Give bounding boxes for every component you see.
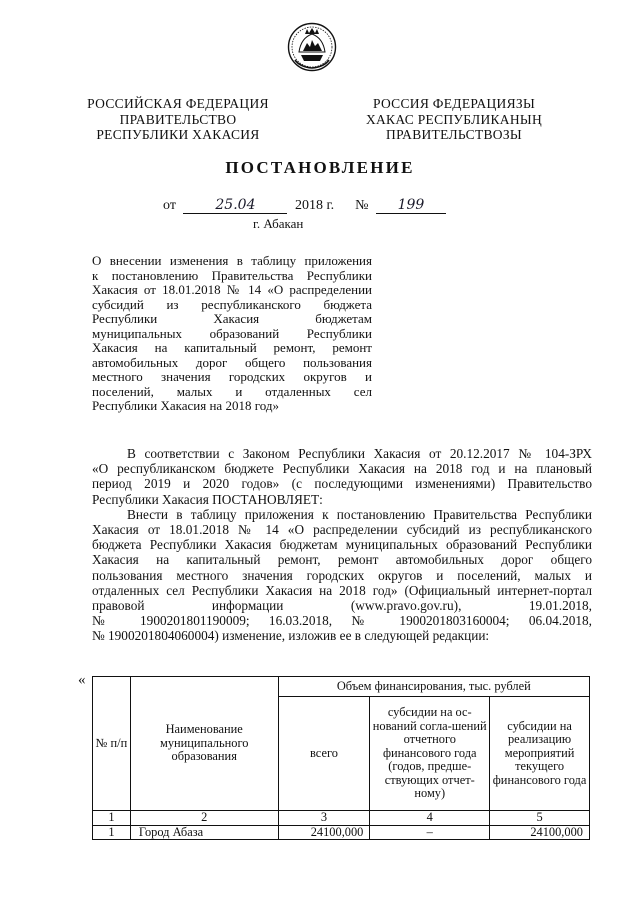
body-p1-line: В соответствии с Законом Республики Хакасия от 20.12.2017 № 104-ЗРХ [127,446,592,461]
index-row [93,811,590,826]
subject-line: муниципальных образований Республики [92,325,372,341]
body-p2-line: Хакасия от 18.01.2018 № 14 «О распределении субсидий из республиканского [92,522,592,538]
document-title: ПОСТАНОВЛЕНИЕ [225,158,415,177]
number-sign: № [355,198,369,213]
row-num: 1 [93,825,131,840]
subject-line: местного значения городских округов и [92,369,372,384]
body-p2-line: пользования местного значения городских округов и поселений, малых и [92,567,592,583]
body-p2-line: № 1900201801190009; 16.03.2018, № 1900201803160004; 06.04.2018, [92,613,592,629]
header-financing-group: Объем финансирования, тыс. рублей [278,677,589,697]
header-right-line-3: ПРАВИТЕЛЬСТВОЗЫ [386,127,522,142]
financing-table [92,676,590,840]
body-p2-line: правовой информации (www.pravo.gov.ru), 19.01.2018, [92,598,592,614]
city-name: г. Абакан [253,216,304,231]
header-right-block [356,96,552,143]
index-cell: 4 [370,811,490,826]
subject-line: Республики Хакасия бюджетам [92,311,372,326]
opening-quote-mark: « [78,672,86,688]
subject-line: Хакасия от 18.01.2018 № 14 «О распределении [92,282,372,297]
subject-line: Хакасия на капитальный ремонт, ремонт [92,340,372,355]
table-row [93,825,590,840]
subject-block [92,254,372,414]
body-p2-line: Хакасия на капитальный ремонт, ремонт автомобильных дорог общего [92,552,592,568]
index-cell: 2 [130,811,278,826]
body-p2-line: бюджета Республики Хакасия бюджетам муниципальных образований Республики [92,537,592,553]
row-subsidy-previous: – [370,825,490,840]
body-p1-line: период 2019 и 2020 годов» (с последующими изменениями) Правительство [92,476,592,492]
coat-of-arms-emblem [287,22,337,72]
header-right-line-2: ХАКАС РЕСПУБЛИКАНЫҢ [365,111,543,127]
body-p2-line: отдаленных сел Республики Хакасия на 2018 год» (Официальный интернет-портал [92,582,592,598]
header-num: № п/п [93,677,131,811]
header-subsidy-previous: субсидии на ос-нований согла-шений отчетного финансового года (годов, предше-ствующих отчет-ному) [370,697,490,811]
header-left-line-3: РЕСПУБЛИКИ ХАКАСИЯ [96,127,260,142]
handwritten-date: 25.04 [183,197,287,214]
body-text [92,446,592,644]
header-left-line-2: ПРАВИТЕЛЬСТВО [119,111,237,127]
subject-line: О внесении изменения в таблицу приложения [92,253,372,268]
row-subsidy-current: 24100,000 [490,825,590,840]
subject-line: к постановлению Правительства Республики [92,267,372,283]
subject-line: поселений, малых и отдаленных сел [92,383,372,399]
body-p1-line: «О республиканском бюджете Республики Хакасия на 2018 год и на плановый [92,461,592,477]
subject-line-last: Республики Хакасия на 2018 год» [92,398,279,413]
row-total: 24100,000 [278,825,370,840]
header-right-line-1: РОССИЯ ФЕДЕРАЦИЯЗЫ [372,96,536,111]
header-left-line-1: РОССИЙСКАЯ ФЕДЕРАЦИЯ [87,96,269,111]
body-p1-last: Республики Хакасия ПОСТАНОВЛЯЕТ: [92,491,323,507]
year-text: 2018 г. [294,198,335,213]
body-p2-line: Внести в таблицу приложения к постановлению Правительства Республики [127,506,592,522]
handwritten-number: 199 [376,197,446,214]
subject-line: автомобильных дорог общего пользования [92,354,372,370]
date-prefix: от [163,198,176,213]
row-municipality: Город Абаза [130,825,278,840]
index-cell: 1 [93,811,131,826]
body-p2-last: № 1900201804060004) изменение, изложив ее в следующей редакции: [92,628,490,644]
header-left-block [80,96,276,143]
date-number-line [163,197,446,214]
header-total: всего [278,697,370,811]
index-cell: 5 [490,811,590,826]
header-subsidy-current: субсидии на реализацию мероприятий текущего финансового года [490,697,590,811]
index-cell: 3 [278,811,370,826]
subject-line: субсидий из республиканского бюджета [92,296,372,312]
header-name: Наименование муниципального образования [130,677,278,811]
